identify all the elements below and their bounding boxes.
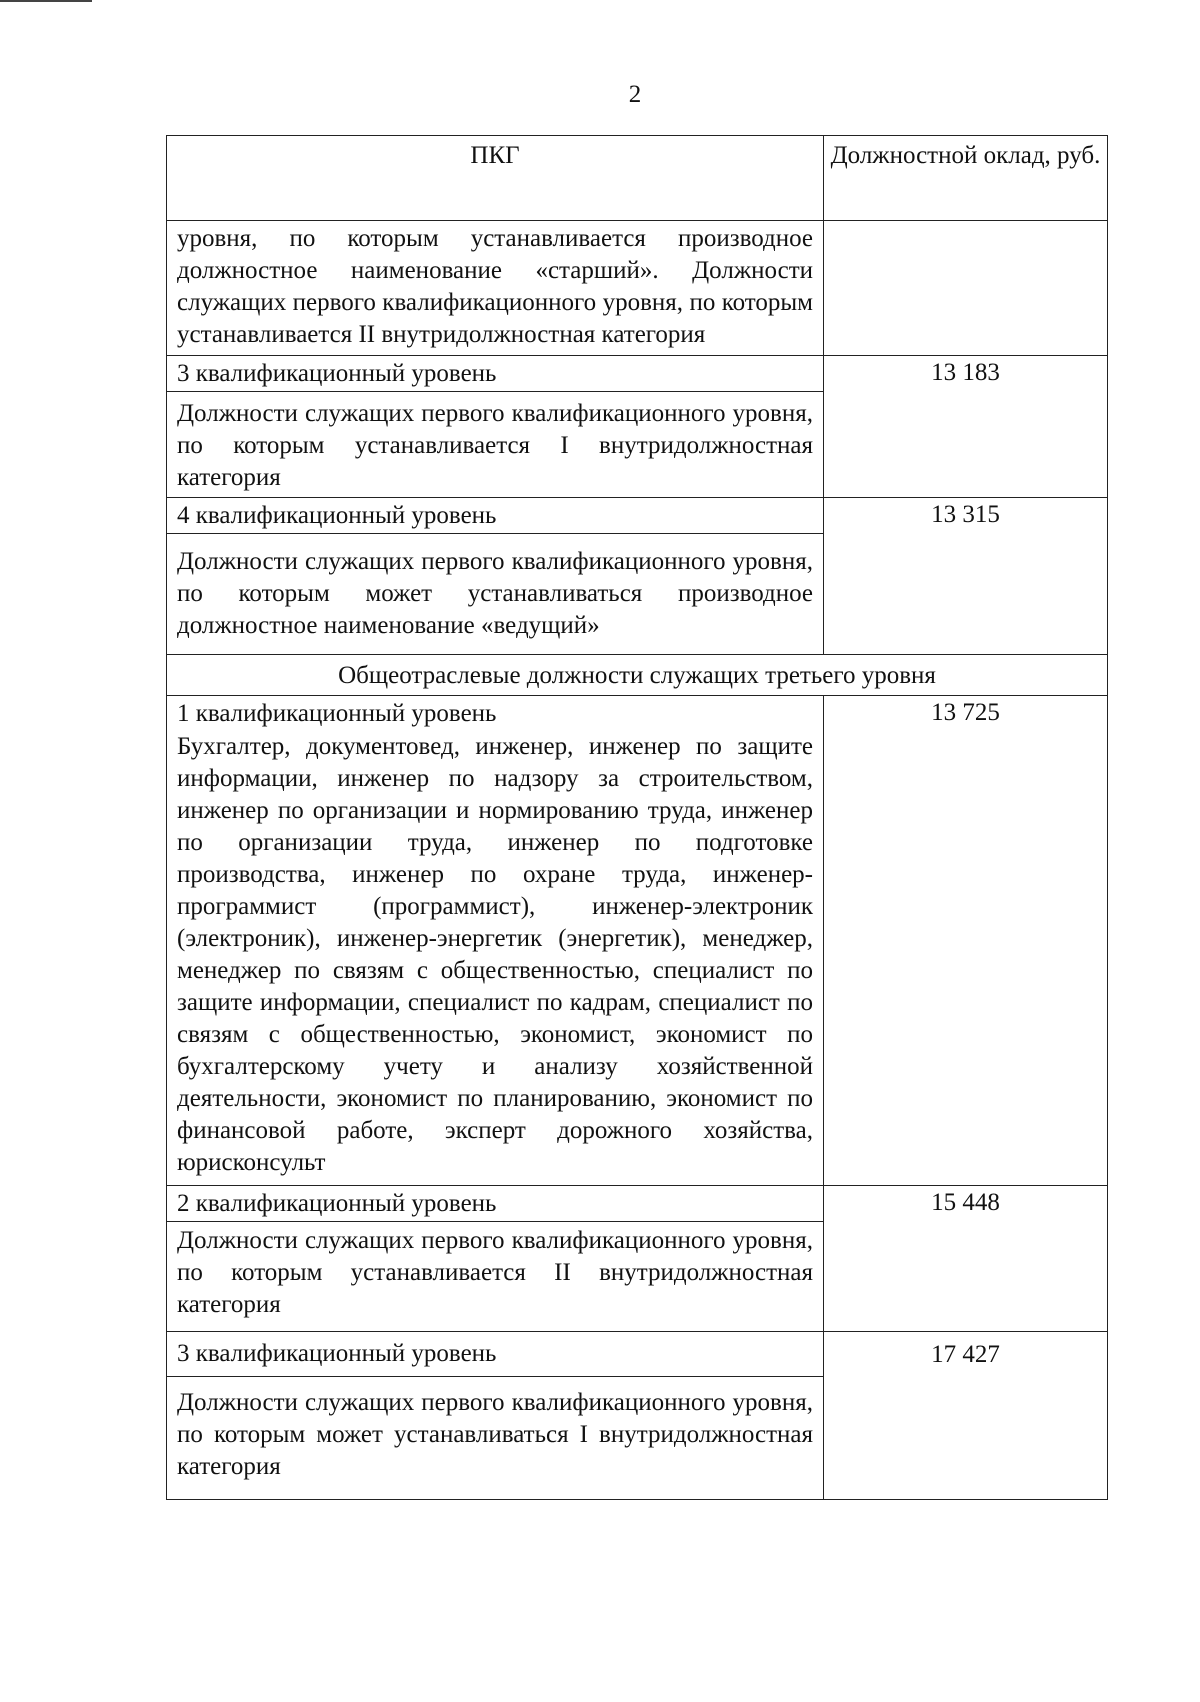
section-heading-row [167, 654, 1107, 695]
salary-value: 15 448 [931, 1189, 1000, 1216]
salary-table [166, 135, 1108, 1500]
continued-positions-text: уровня, по которым устанавливается производное должностное наименование «старший». Должности служащих первого квалификационного уровня, по которым устанавливается II внутридолжностная категория [177, 225, 813, 348]
page-number: 2 [628, 81, 642, 108]
positions-text: Бухгалтер, документовед, инженер, инженер по защите информации, инженер по надзору за строительством, инженер по организации и нормированию труда, инженер по организации труда, инженер по подготовке производства, инженер по охране труда, инженер-программист (программист), инженер-электроник (электроник), инженер-энергетик (энергетик), менеджер, менеджер по связям с общественностью, специалист по защите информации, специалист по кадрам, специалист по связям с общественностью, экономист, экономист по бухгалтерскому учету и анализу хозяйственной деятельности, экономист по планированию, экономист по финансовой работе, эксперт дорожного хозяйства, юрисконсульт [177, 733, 813, 1176]
salary-value: 17 427 [931, 1341, 1000, 1368]
table-row [167, 1185, 1107, 1331]
qualification-level: 3 квалификационный уровень [177, 360, 497, 387]
qualification-level: 3 квалификационный уровень [177, 1340, 497, 1367]
salary-value: 13 183 [931, 359, 1000, 386]
continued-salary-cell [824, 221, 1107, 355]
qualification-level: 2 квалификационный уровень [177, 1190, 497, 1217]
scan-edge-mark [0, 0, 92, 2]
table-row [167, 497, 1107, 654]
qualification-level: 4 квалификационный уровень [177, 502, 497, 529]
header-pkg: ПКГ [167, 136, 824, 220]
positions-text: Должности служащих первого квалификационного уровня, по которым устанавливается I внутридолжностная категория [167, 391, 823, 497]
table-header-row [167, 136, 1107, 220]
header-salary: Должностной оклад, руб. [830, 142, 1101, 169]
salary-value: 13 725 [931, 699, 1000, 726]
positions-text: Должности служащих первого квалификационного уровня, по которым может устанавливаться I внутридолжностная категория [167, 1376, 823, 1499]
qualification-level: 1 квалификационный уровень [177, 700, 497, 727]
section-heading: Общеотраслевые должности служащих третьего уровня [338, 662, 936, 689]
table-row-continued [167, 220, 1107, 355]
positions-text: Должности служащих первого квалификационного уровня, по которым устанавливается II внутридолжностная категория [167, 1221, 823, 1331]
salary-value: 13 315 [931, 501, 1000, 528]
table-row [167, 695, 1107, 1185]
table-row [167, 1331, 1107, 1499]
table-row [167, 355, 1107, 497]
positions-text: Должности служащих первого квалификационного уровня, по которым может устанавливаться производное должностное наименование «ведущий» [167, 533, 823, 654]
